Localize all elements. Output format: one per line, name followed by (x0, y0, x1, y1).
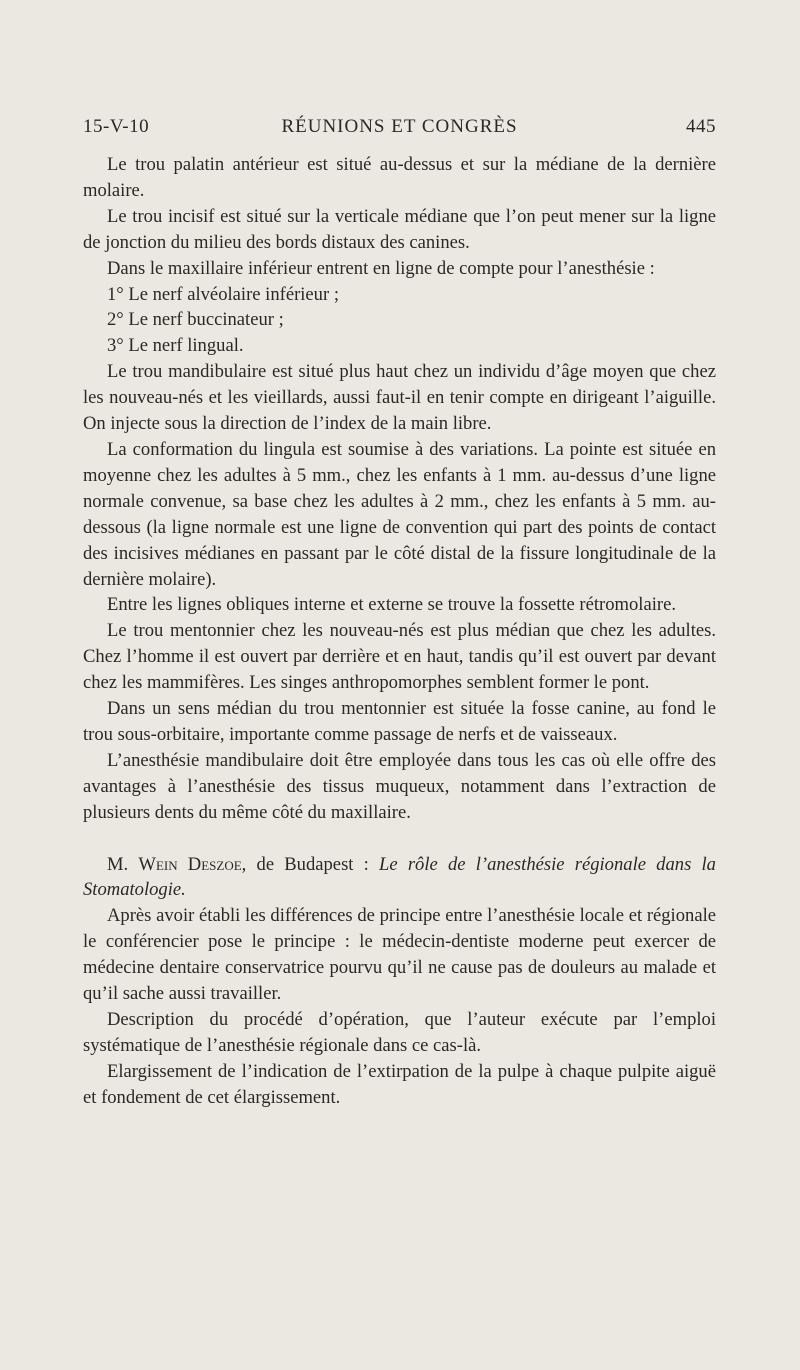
article-body (83, 152, 716, 1111)
header-section-title: RÉUNIONS ET CONGRÈS (281, 116, 518, 137)
speaker-prefix: M. (107, 853, 139, 875)
talk-title: Le rôle de l’anesthésie régionale dans la Stomatologie. (83, 853, 716, 901)
paragraph: Le trou palatin antérieur est situé au-dessus et sur la médiane de la dernière molaire. (83, 154, 716, 201)
list-item: 3° Le nerf lingual. (107, 335, 244, 357)
speaker-name: Wein Deszoe (138, 853, 242, 875)
paragraph: Le trou incisif est situé sur la verticale médiane que l’on peut mener sur la ligne de jonction du milieu des bords distaux des canines. (83, 205, 716, 253)
list-item: 1° Le nerf alvéolaire inférieur ; (107, 283, 339, 305)
paragraph: Le trou mandibulaire est situé plus haut chez un individu d’âge moyen que chez les nouveau-nés et les vieillards, aussi faut-il en tenir compte en dirigeant l’aiguille. On injecte sous la direction de l’index de la main libre. (83, 361, 716, 435)
paragraph: Entre les lignes obliques interne et externe se trouve la fossette rétromolaire. (107, 594, 676, 616)
paragraph: La conformation du lingula est soumise à des variations. La pointe est située en moyenne chez les adultes à 5 mm., chez les enfants à 1 mm. au-dessus d’une ligne normale convenue, sa base chez les adultes à 2 mm., chez les enfants à 5 mm. au-dessous (la ligne normale est une ligne de convention qui part des points de contact des incisives médianes en passant par le côté distal de la fissure longitudinale de la dernière molaire). (83, 438, 716, 590)
paragraph: Après avoir établi les différences de principe entre l’anesthésie locale et régionale le conférencier pose le principe : le médecin-dentiste moderne peut exercer de médecine dentaire conservatrice pourvu qu’il ne cause pas de douleurs au malade et qu’il sache aussi travailler. (83, 905, 716, 1005)
header-date: 15-V-10 (83, 116, 150, 137)
paragraph: Dans un sens médian du trou mentonnier est située la fosse canine, au fond le trou sous-orbitaire, importante comme passage de nerfs et de vaisseaux. (83, 698, 716, 745)
speaker-heading (83, 852, 716, 904)
paragraph: Le trou mentonnier chez les nouveau-nés est plus médian que chez les adultes. Chez l’homme il est ouvert par derrière et en haut, tandis qu’il est ouvert par devant chez les mammifères. Les singes anthropomorphes semblent former le pont. (83, 620, 716, 694)
page-number: 445 (686, 116, 716, 137)
paragraph: L’anesthésie mandibulaire doit être employée dans tous les cas où elle offre des avantages à l’anesthésie des tissus muqueux, notamment dans l’extraction de plusieurs dents du même côté du maxillaire. (83, 749, 716, 823)
paragraph: Description du procédé d’opération, que l’auteur exécute par l’emploi systématique de l’anesthésie régionale dans ce cas-là. (83, 1009, 716, 1056)
paragraph: Dans le maxillaire inférieur entrent en ligne de compte pour l’anesthésie : (107, 257, 655, 279)
list-item: 2° Le nerf buccinateur ; (107, 309, 284, 331)
speaker-origin: , de Budapest : (241, 853, 380, 875)
paragraph: Elargissement de l’indication de l’extirpation de la pulpe à chaque pulpite aiguë et fondement de cet élargissement. (83, 1060, 716, 1108)
